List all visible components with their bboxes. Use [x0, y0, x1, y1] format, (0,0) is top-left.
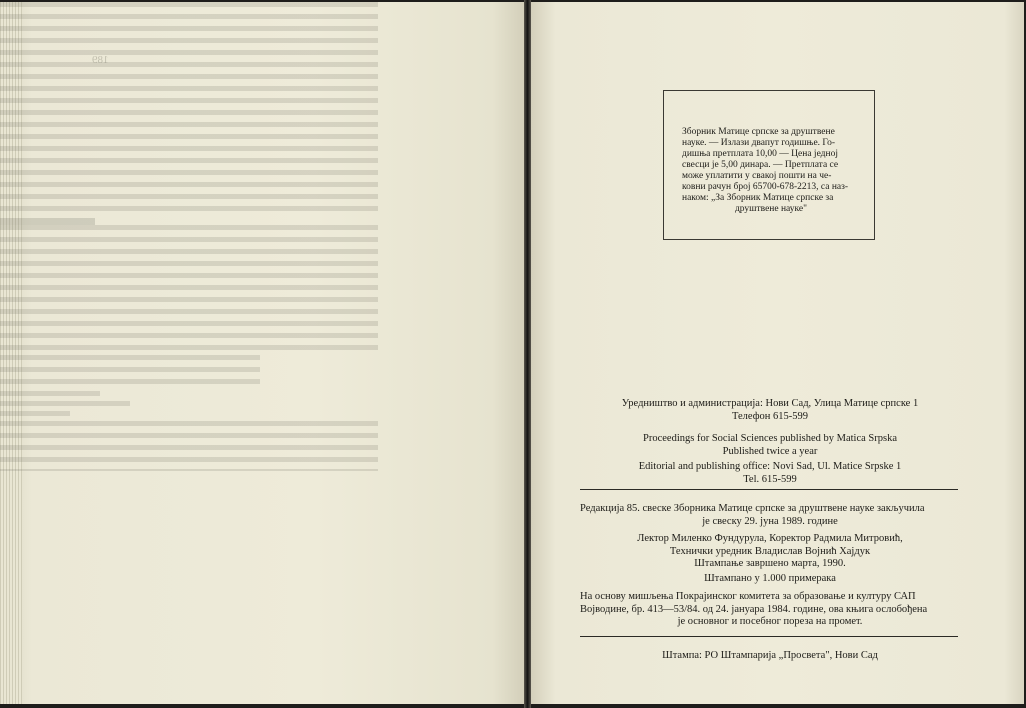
subscription-notice-box [663, 90, 875, 240]
notice-line: друштвене науке" [734, 204, 808, 214]
bleed-through-text [0, 225, 378, 355]
notice-line: Зборник Матице српске за друштвене [682, 127, 835, 137]
staff-credits [580, 533, 960, 571]
english-phone: Tel. 615-599 [743, 473, 797, 485]
tax-line: На основу мишљења Покрајинског комитета за образовање и културу САП [580, 591, 916, 602]
page-number: 189 [92, 54, 109, 66]
bleed-through-text [0, 158, 378, 218]
divider [580, 489, 958, 490]
tax-line: је основног и посебног пореза на промет. [677, 616, 863, 627]
bleed-through-text [0, 411, 70, 421]
notice-line: свесци је 5,00 динара. — Претплата се [682, 160, 839, 170]
editorial-address [580, 398, 960, 423]
bleed-through-heading [0, 218, 95, 225]
redaction-note [580, 503, 960, 528]
redaction-line: је свеску 29. јуна 1989. године [702, 515, 838, 527]
staff-line: Лектор Миленко Фундурула, Коректор Радмила Митровић, [637, 533, 903, 544]
notice-line: дишња претплата 10,00 — Цена једној [682, 149, 838, 159]
english-address [580, 461, 960, 486]
print-run [580, 573, 960, 586]
printer-line: Штампа: РО Штампарија „Просвета", Нови Сад [662, 650, 878, 661]
divider [580, 636, 958, 637]
notice-line: може уплатити у свакој пошти на че- [682, 171, 832, 181]
bleed-through-text [0, 355, 260, 391]
bleed-through-text [0, 122, 378, 158]
printer-imprint [580, 650, 960, 663]
tax-line: Војводине, бр. 413—53/84. од 24. јануара 1984. године, ова књига ослобођена [580, 603, 928, 615]
bleed-through-text [0, 401, 130, 411]
tax-exemption-note [580, 591, 960, 629]
bleed-through-text [0, 421, 378, 471]
bleed-through-text [0, 391, 100, 401]
english-frequency: Published twice a year [722, 445, 818, 457]
subscription-notice-text [682, 127, 860, 215]
left-page [0, 2, 524, 704]
editorial-address-line: Уредништво и администрација: Нови Сад, Улица Матице српске 1 [621, 398, 919, 409]
english-description [580, 433, 960, 458]
english-title-line: Proceedings for Social Sciences published by Matica Srpska [643, 433, 897, 444]
print-run-line: Штампано у 1.000 примерака [704, 573, 836, 584]
editorial-phone: Телефон 615-599 [732, 410, 808, 422]
book-gutter [524, 0, 531, 708]
english-address-line: Editorial and publishing office: Novi Sad, Ul. Matice Srpske 1 [638, 461, 902, 472]
bleed-through-text [0, 2, 378, 122]
redaction-line: Редакција 85. свеске Зборника Матице српске за друштвене науке закључила [580, 503, 925, 514]
notice-line: ковни рачун број 65700-678-2213, са наз- [682, 182, 849, 192]
notice-line: наком: „За Зборник Матице српске за [682, 193, 834, 203]
notice-line: науке. — Излази двапут годишње. Го- [682, 138, 835, 148]
staff-line: Технички уредник Владислав Војнић Хајдук [669, 545, 871, 557]
staff-line: Штампање завршено марта, 1990. [694, 558, 846, 569]
